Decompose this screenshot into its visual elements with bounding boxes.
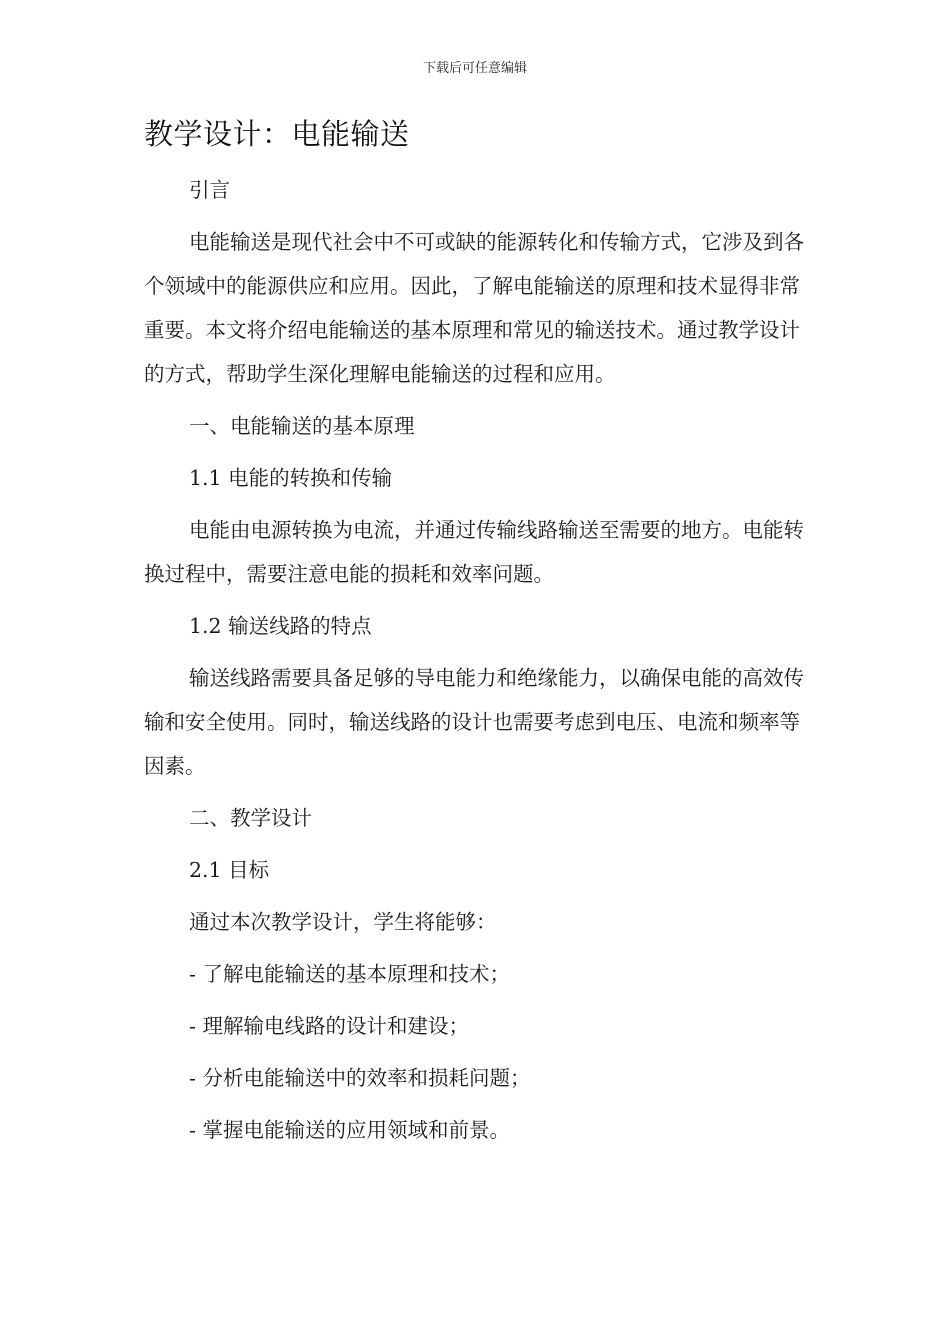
- intro-paragraph: 电能输送是现代社会中不可或缺的能源转化和传输方式，它涉及到各个领域中的能源供应和应用。因此，了解电能输送的原理和技术显得非常重要。本文将介绍电能输送的基本原理和常见的输送技术。通过教学设计的方式，帮助学生深化理解电能输送的过程和应用。: [144, 230, 804, 386]
- section1-1-paragraph: 电能由电源转换为电流，并通过传输线路输送至需要的地方。电能转换过程中，需要注意电能的损耗和效率问题。: [144, 518, 804, 586]
- section2-1-heading: 2.1 目标: [189, 858, 270, 882]
- section1-2-paragraph: 输送线路需要具备足够的导电能力和绝缘能力，以确保电能的高效传输和安全使用。同时，输送线路的设计也需要考虑到电压、电流和频率等因素。: [144, 666, 804, 778]
- document-body: [144, 168, 804, 1152]
- goal-item: - 分析电能输送中的效率和损耗问题；: [189, 1066, 531, 1090]
- goal-item: - 了解电能输送的基本原理和技术；: [189, 962, 510, 986]
- goal-item: - 掌握电能输送的应用领域和前景。: [189, 1118, 510, 1142]
- section1-heading: 一、电能输送的基本原理: [189, 414, 415, 438]
- goal-item: - 理解输电线路的设计和建设；: [189, 1014, 469, 1038]
- section1-2-heading: 1.2 输送线路的特点: [189, 614, 372, 638]
- header-note: 下载后可任意编辑: [422, 61, 527, 76]
- document-title: 教学设计：电能输送: [144, 117, 410, 151]
- intro-heading: 引言: [189, 178, 230, 202]
- section1-1-heading: 1.1 电能的转换和传输: [189, 466, 393, 490]
- goals-intro: 通过本次教学设计，学生将能够：: [189, 910, 497, 934]
- section2-heading: 二、教学设计: [189, 806, 312, 830]
